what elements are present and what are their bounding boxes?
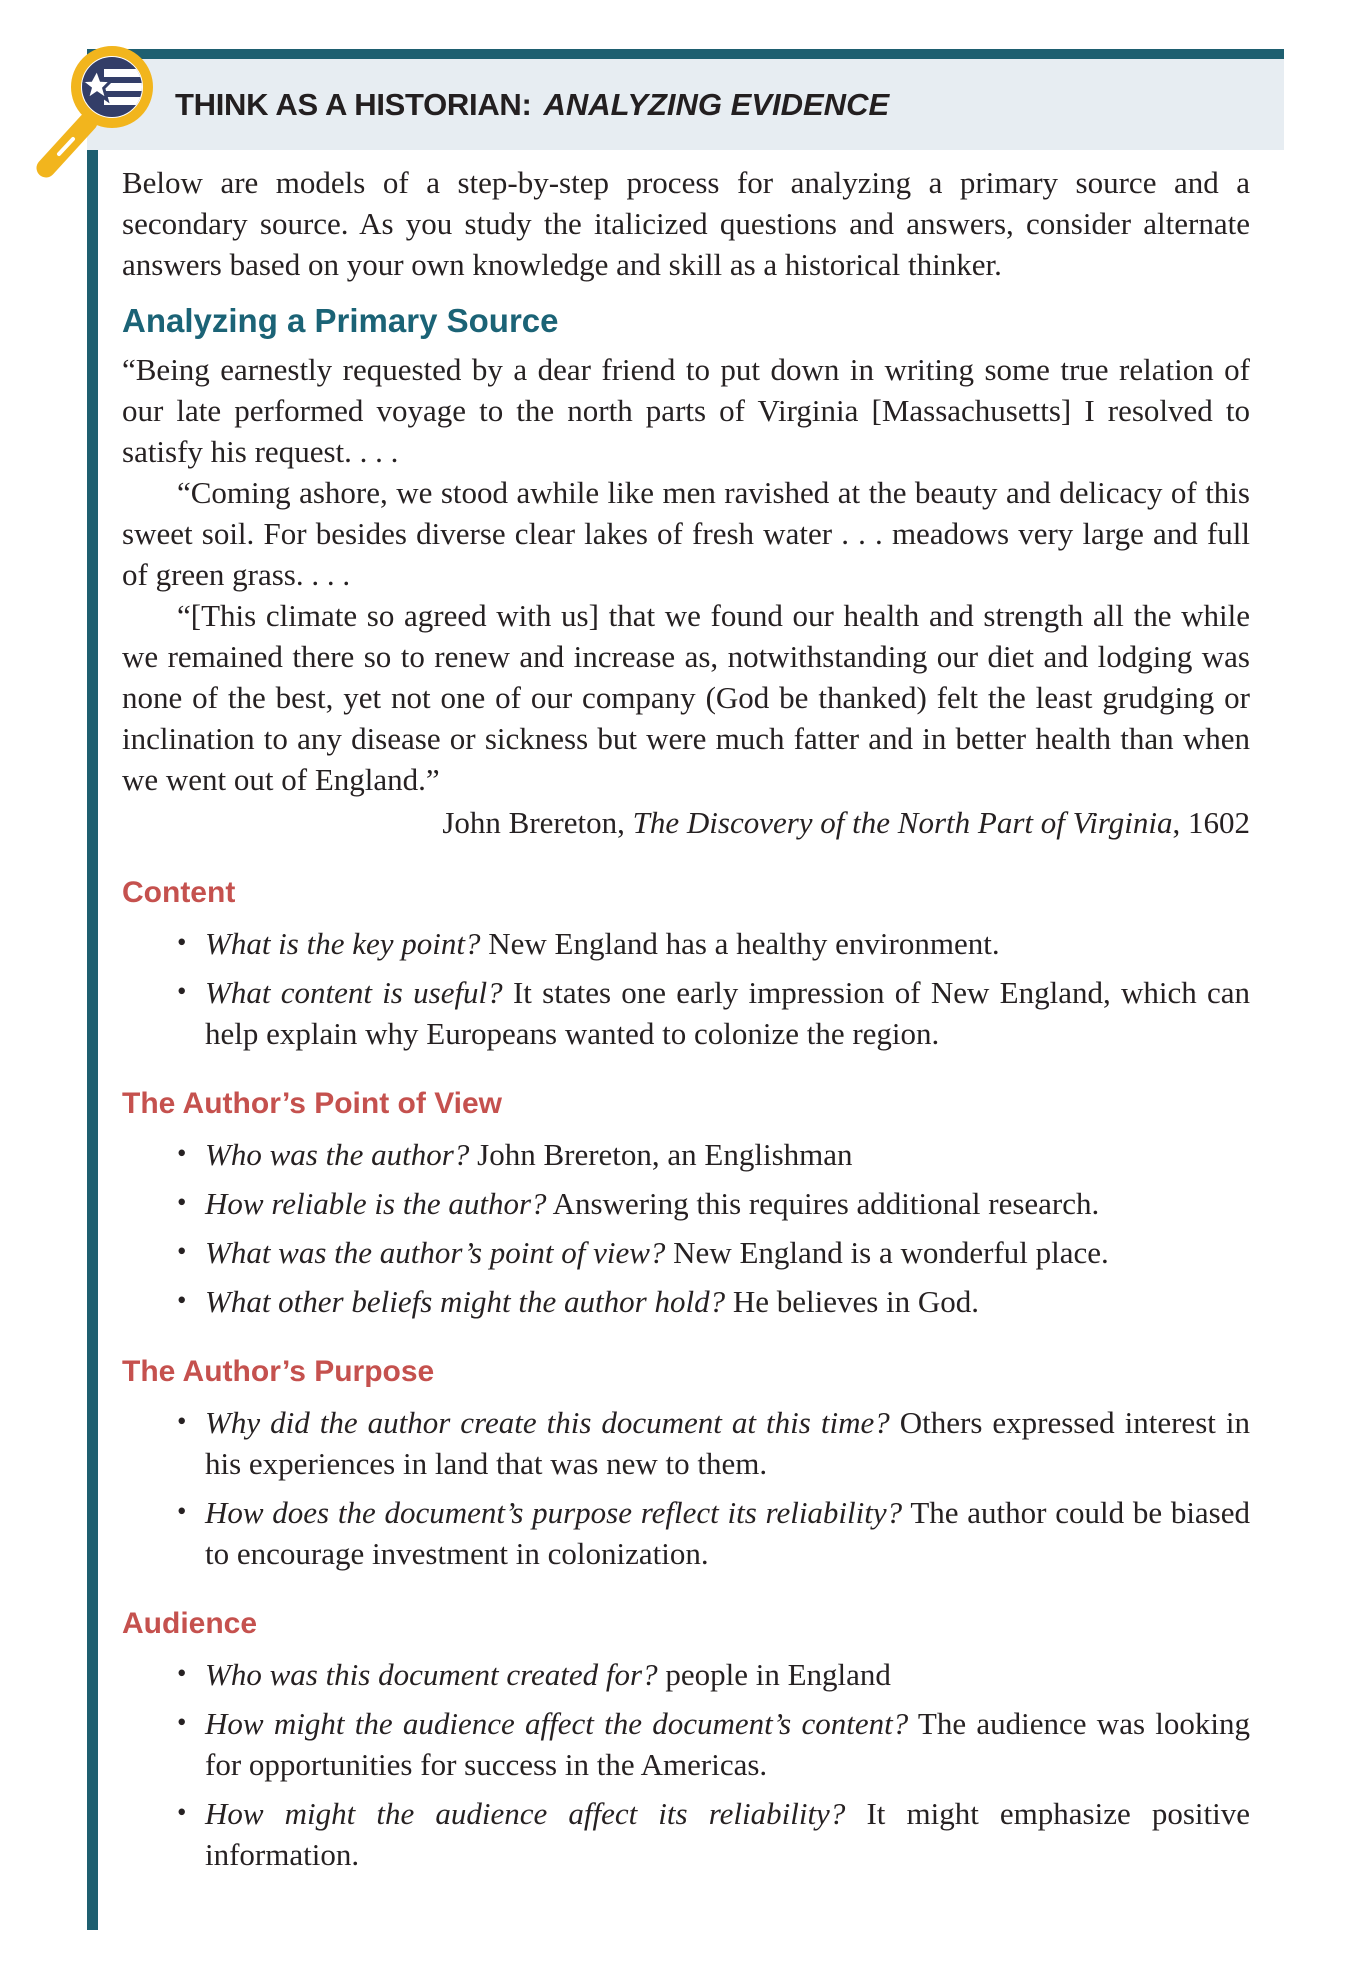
section-heading-point-of-view: The Author’s Point of View bbox=[122, 1087, 503, 1120]
feature-title bbox=[175, 87, 889, 123]
bullet-answer: The audience was looking for opportunities for success in the Americas. bbox=[205, 1706, 1251, 1782]
bullet-question: How might the audience affect the document’s content? bbox=[205, 1706, 909, 1741]
audience-bullet-list bbox=[122, 1654, 1250, 1875]
quote-paragraph: “Being earnestly requested by a dear friend to put down in writing some true relation of our late performed voyage to the north parts of Virginia [Massachusetts] I resolved to satisfy his request. . . . bbox=[122, 352, 1250, 469]
bullet-item bbox=[122, 1281, 1250, 1322]
bullet-answer: New England is a wonderful place. bbox=[673, 1235, 1109, 1270]
bullet-answer: He believes in God. bbox=[732, 1284, 980, 1319]
attribution-author: John Brereton, bbox=[442, 805, 633, 840]
bullet-answer: The author could be biased to encourage investment in colonization. bbox=[205, 1495, 1251, 1571]
section-heading-content: Content bbox=[122, 876, 236, 909]
bullet-question: Who was the author? bbox=[205, 1137, 470, 1172]
bullet-answer: It might emphasize positive information. bbox=[205, 1796, 1251, 1872]
magnifier-flag-icon bbox=[16, 20, 176, 195]
feature-body bbox=[122, 150, 1250, 1883]
quote-paragraph: “[This climate so agreed with us] that we found our health and strength all the while we remained there so to renew and increase as, notwithstanding our diet and lodging was none of the best, yet not one of our company (God be thanked) felt the least grudging or inclination to any disease or sickness but were much fatter and in better health than when we went out of England.” bbox=[122, 598, 1250, 797]
feature-title-italic: ANALYZING EVIDENCE bbox=[543, 86, 890, 122]
bullet-answer: Answering this requires additional research. bbox=[552, 1186, 1100, 1221]
point-of-view-bullet-list bbox=[122, 1134, 1250, 1322]
bullet-question: What was the author’s point of view? bbox=[205, 1235, 666, 1270]
bullet-item bbox=[122, 1492, 1250, 1574]
bullet-question: Why did the author create this document at this time? bbox=[205, 1405, 890, 1440]
bullet-item bbox=[122, 1183, 1250, 1224]
primary-source-quote bbox=[122, 349, 1250, 800]
bullet-question: How might the audience affect its reliability? bbox=[205, 1796, 846, 1831]
bullet-item bbox=[122, 972, 1250, 1054]
bullet-item bbox=[122, 1134, 1250, 1175]
bullet-item bbox=[122, 1402, 1250, 1484]
bullet-item bbox=[122, 1793, 1250, 1875]
content-bullet-list bbox=[122, 923, 1250, 1054]
bullet-item bbox=[122, 923, 1250, 964]
bullet-answer: Others expressed interest in his experiences in land that was new to them. bbox=[205, 1405, 1250, 1481]
purpose-bullet-list bbox=[122, 1402, 1250, 1574]
source-attribution bbox=[122, 802, 1250, 843]
bullet-item bbox=[122, 1654, 1250, 1695]
bullet-answer: It states one early impression of New England, which can help explain why Europeans wanted to colonize the region. bbox=[205, 975, 1251, 1051]
bullet-answer: people in England bbox=[665, 1657, 891, 1692]
bullet-item bbox=[122, 1232, 1250, 1273]
bullet-question: Who was this document created for? bbox=[205, 1657, 658, 1692]
left-accent-border bbox=[87, 49, 98, 1930]
attribution-book-title: The Discovery of the North Part of Virginia bbox=[632, 805, 1173, 840]
feature-title-bold: THINK AS A HISTORIAN: bbox=[175, 86, 532, 122]
feature-header-band bbox=[87, 49, 1284, 150]
bullet-item bbox=[122, 1703, 1250, 1785]
bullet-question: What content is useful? bbox=[205, 975, 503, 1010]
bullet-question: What is the key point? bbox=[205, 926, 481, 961]
bullet-answer: New England has a healthy environment. bbox=[488, 926, 1000, 961]
attribution-year: , 1602 bbox=[1172, 805, 1250, 840]
bullet-answer: John Brereton, an Englishman bbox=[477, 1137, 853, 1172]
section-heading-purpose: The Author’s Purpose bbox=[122, 1355, 435, 1388]
intro-paragraph: Below are models of a step-by-step process for analyzing a primary source and a secondary source. As you study the italicized questions and answers, consider alternate answers based on your own knowledge and skill as a historical thinker. bbox=[122, 165, 1250, 282]
bullet-question: How reliable is the author? bbox=[205, 1186, 547, 1221]
section-heading-audience: Audience bbox=[122, 1607, 258, 1640]
quote-paragraph: “Coming ashore, we stood awhile like men ravished at the beauty and delicacy of this sweet soil. For besides diverse clear lakes of fresh water . . . meadows very large and full of green grass. . . . bbox=[122, 475, 1250, 592]
primary-source-heading: Analyzing a Primary Source bbox=[122, 302, 559, 339]
bullet-question: What other beliefs might the author hold? bbox=[205, 1284, 726, 1319]
bullet-question: How does the document’s purpose reflect its reliability? bbox=[205, 1495, 903, 1530]
